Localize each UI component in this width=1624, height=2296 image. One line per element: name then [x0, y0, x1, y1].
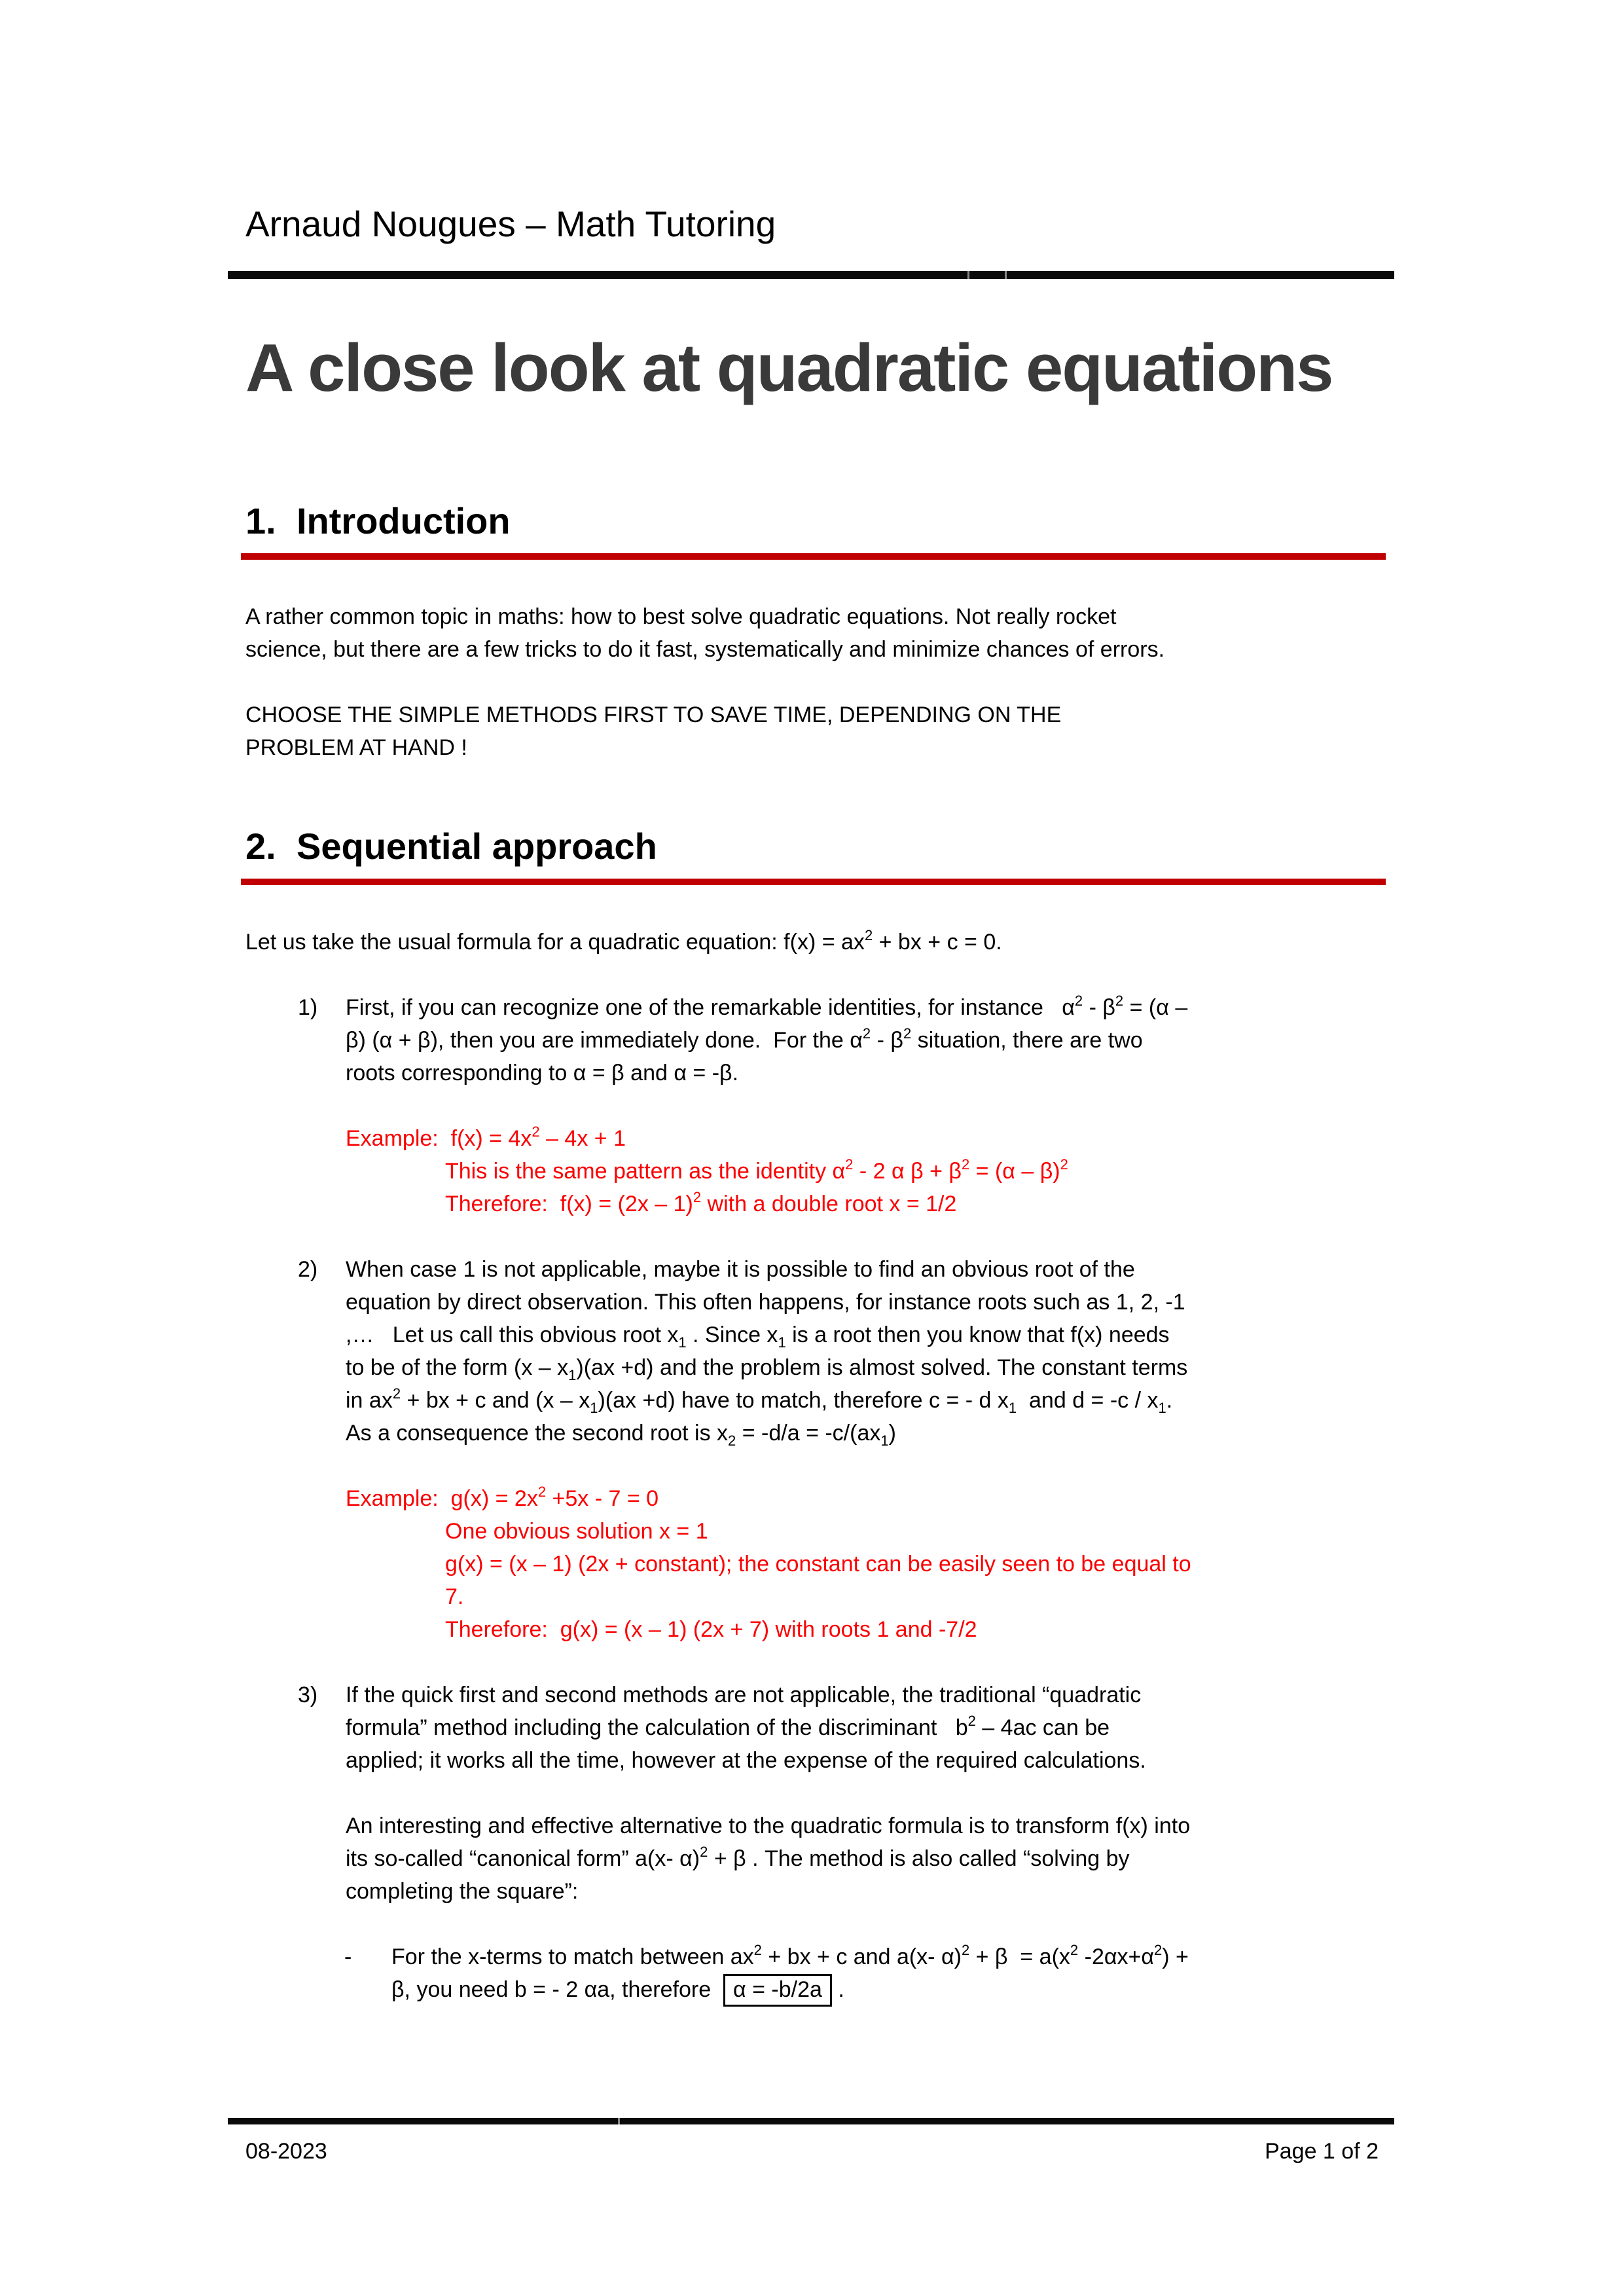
text-line: CHOOSE THE SIMPLE METHODS FIRST TO SAVE TIME, DEPENDING ON THE [245, 702, 1062, 727]
text-line: - For the x-terms to match between $ax^2$ + bx + c and a(x- $\alpha)^2 + \beta = a(x^2$ $-2\alpha x+\alpha^2$) + [245, 1941, 1379, 1973]
text-line: Therefore: g(x) = (x – 1) (2x + 7) with roots 1 and -7/2 [445, 1617, 977, 1642]
subscript: 1 [880, 1432, 889, 1449]
superscript: 2 [1060, 1156, 1068, 1173]
text-line: completing the square”: [346, 1879, 579, 1904]
superscript: 2 [753, 1942, 762, 1958]
section-divider-rule [241, 879, 1386, 885]
list-marker: 3) [298, 1683, 318, 1707]
text-line: PROBLEM AT HAND ! [245, 735, 467, 760]
text-line: to be of the form $(x - x_1)(ax +d)$ and the problem is almost solved. The constant terms [346, 1355, 1188, 1383]
text-line: science, but there are a few tricks to do it fast, systematically and minimize chances of errors. [245, 637, 1165, 662]
document-title: A close look at quadratic equations [245, 330, 1333, 405]
superscript: 2 [961, 1156, 970, 1173]
subscript: 2 [728, 1432, 736, 1449]
text-line: 1) First, if you can recognize one of the remarkable identities, for instance $\alpha^2 - \beta^2 = (\alpha$ – [245, 991, 1379, 1024]
superscript: 2 [1115, 993, 1124, 1009]
text-line: formula” method including the calculation of the discriminant $b^2 - 4ac$ can be [346, 1713, 1110, 1740]
superscript: 2 [1074, 993, 1083, 1009]
page-footer [245, 2137, 1379, 2166]
superscript: 2 [537, 1484, 547, 1500]
subscript: 1 [568, 1367, 577, 1383]
subscript: 1 [590, 1400, 598, 1416]
alternative-paragraph [245, 1810, 1379, 1908]
text-line: 7. [445, 1584, 464, 1609]
text-line: its so-called “canonical form” a(x- α)$^2$ + β . The method is also called “solving by [346, 1844, 1130, 1871]
list-marker: - [344, 1944, 352, 1969]
text-line: As a consequence the second root is $x_2 = -d/a = -c/(ax_1)$ [346, 1421, 896, 1449]
list-item-1 [245, 991, 1379, 1089]
superscript: 2 [862, 1025, 871, 1042]
superscript: 2 [700, 1844, 708, 1860]
superscript: 2 [864, 927, 873, 943]
text-line: applied; it works all the time, however at the expense of the required calculations. [346, 1748, 1146, 1773]
list-marker: 2) [298, 1257, 318, 1282]
section-heading-1 [245, 501, 1379, 541]
example-1 [245, 1122, 1379, 1220]
text-line: A rather common topic in maths: how to best solve quadratic equations. Not really rocket [245, 604, 1117, 629]
subscript: 1 [1008, 1400, 1017, 1416]
superscript: 2 [1154, 1942, 1163, 1958]
footer-page-number: Page 1 of 2 [1265, 2139, 1379, 2164]
text-line: β, you need b = - 2 αa, therefore α = -b/2a . [245, 1973, 1379, 2006]
text-line: Example: $g(x) = 2x^2 +5x - 7 = 0$ [346, 1484, 659, 1511]
text-line: g(x) = (x – 1) (2x + constant); the constant can be easily seen to be equal to [445, 1552, 1191, 1576]
rule-seam [967, 271, 969, 279]
completing-square-bullet [245, 1941, 1379, 2006]
text-line: β) (α + β), then you are immediately done. For the $\alpha^2 - \beta^2$ situation, there are two [346, 1025, 1143, 1053]
subscript: 1 [1158, 1400, 1166, 1416]
boxed-formula: α = -b/2a [723, 1974, 832, 2007]
intro-paragraph [245, 600, 1379, 666]
text-line: An interesting and effective alternative to the quadratic formula is to transform f(x) into [346, 1813, 1191, 1838]
superscript: 2 [392, 1385, 401, 1402]
footer-date: 08-2023 [245, 2139, 327, 2164]
section-heading-2 [245, 826, 1379, 867]
document-flow [245, 501, 1379, 2006]
example-2 [245, 1482, 1379, 1646]
heading-text: Introduction [297, 500, 511, 541]
heading-number: 1. [245, 500, 276, 541]
rule-seam [618, 2118, 620, 2124]
text-line: roots corresponding to α = β and α = -β. [346, 1061, 739, 1085]
text-line: Therefore: f(x) = (2x – 1)$^2$ with a double root x = 1/2 [445, 1189, 957, 1216]
heading-number: 2. [245, 826, 276, 867]
footer-rule [228, 2118, 1394, 2124]
subscript: 1 [778, 1334, 786, 1351]
heading-text: Sequential approach [297, 826, 657, 867]
superscript: 2 [967, 1713, 976, 1729]
section-divider-rule [241, 553, 1386, 560]
header-rule [228, 271, 1394, 279]
text-line: ,… Let us call this obvious root $x_1$ . Since $x_1$ is a root then you know that f(x) needs [346, 1322, 1170, 1351]
superscript: 2 [961, 1942, 970, 1958]
page-header: Arnaud Nougues – Math Tutoring [245, 204, 776, 244]
text-line: in $ax^2$ + bx + c and $(x - x_1)(ax +d)$ have to match, therefore c = - d $x_1$ and $d = -c / x_1$. [346, 1385, 1173, 1416]
rule-seam [1005, 271, 1007, 279]
superscript: 2 [903, 1025, 912, 1042]
superscript: 2 [532, 1123, 540, 1140]
superscript: 2 [1070, 1942, 1079, 1958]
subscript: 1 [678, 1334, 687, 1351]
text-line: 2) When case 1 is not applicable, maybe it is possible to find an obvious root of the [245, 1253, 1379, 1286]
text-line: This is the same pattern as the identity $\alpha^2 - 2$ α $\beta + \beta^2 = (\alpha - \beta)^2$ [445, 1156, 1068, 1184]
emphasis-paragraph [245, 699, 1379, 764]
text-line: Let us take the usual formula for a quadratic equation: $f(x) = ax^2$ + bx + c = 0. [245, 927, 1002, 955]
superscript: 2 [845, 1156, 854, 1173]
formula-intro-paragraph [245, 926, 1379, 958]
text-line: Example: $f(x) = 4x^2 - 4x + 1$ [346, 1123, 626, 1151]
text-line: One obvious solution x = 1 [445, 1519, 708, 1544]
list-item-2 [245, 1253, 1379, 1449]
list-marker: 1) [298, 995, 318, 1020]
list-item-3 [245, 1679, 1379, 1777]
text-line: 3) If the quick first and second methods are not applicable, the traditional “quadratic [245, 1679, 1379, 1711]
superscript: 2 [693, 1189, 702, 1205]
text-line: equation by direct observation. This often happens, for instance roots such as 1, 2, -1 [346, 1290, 1185, 1315]
